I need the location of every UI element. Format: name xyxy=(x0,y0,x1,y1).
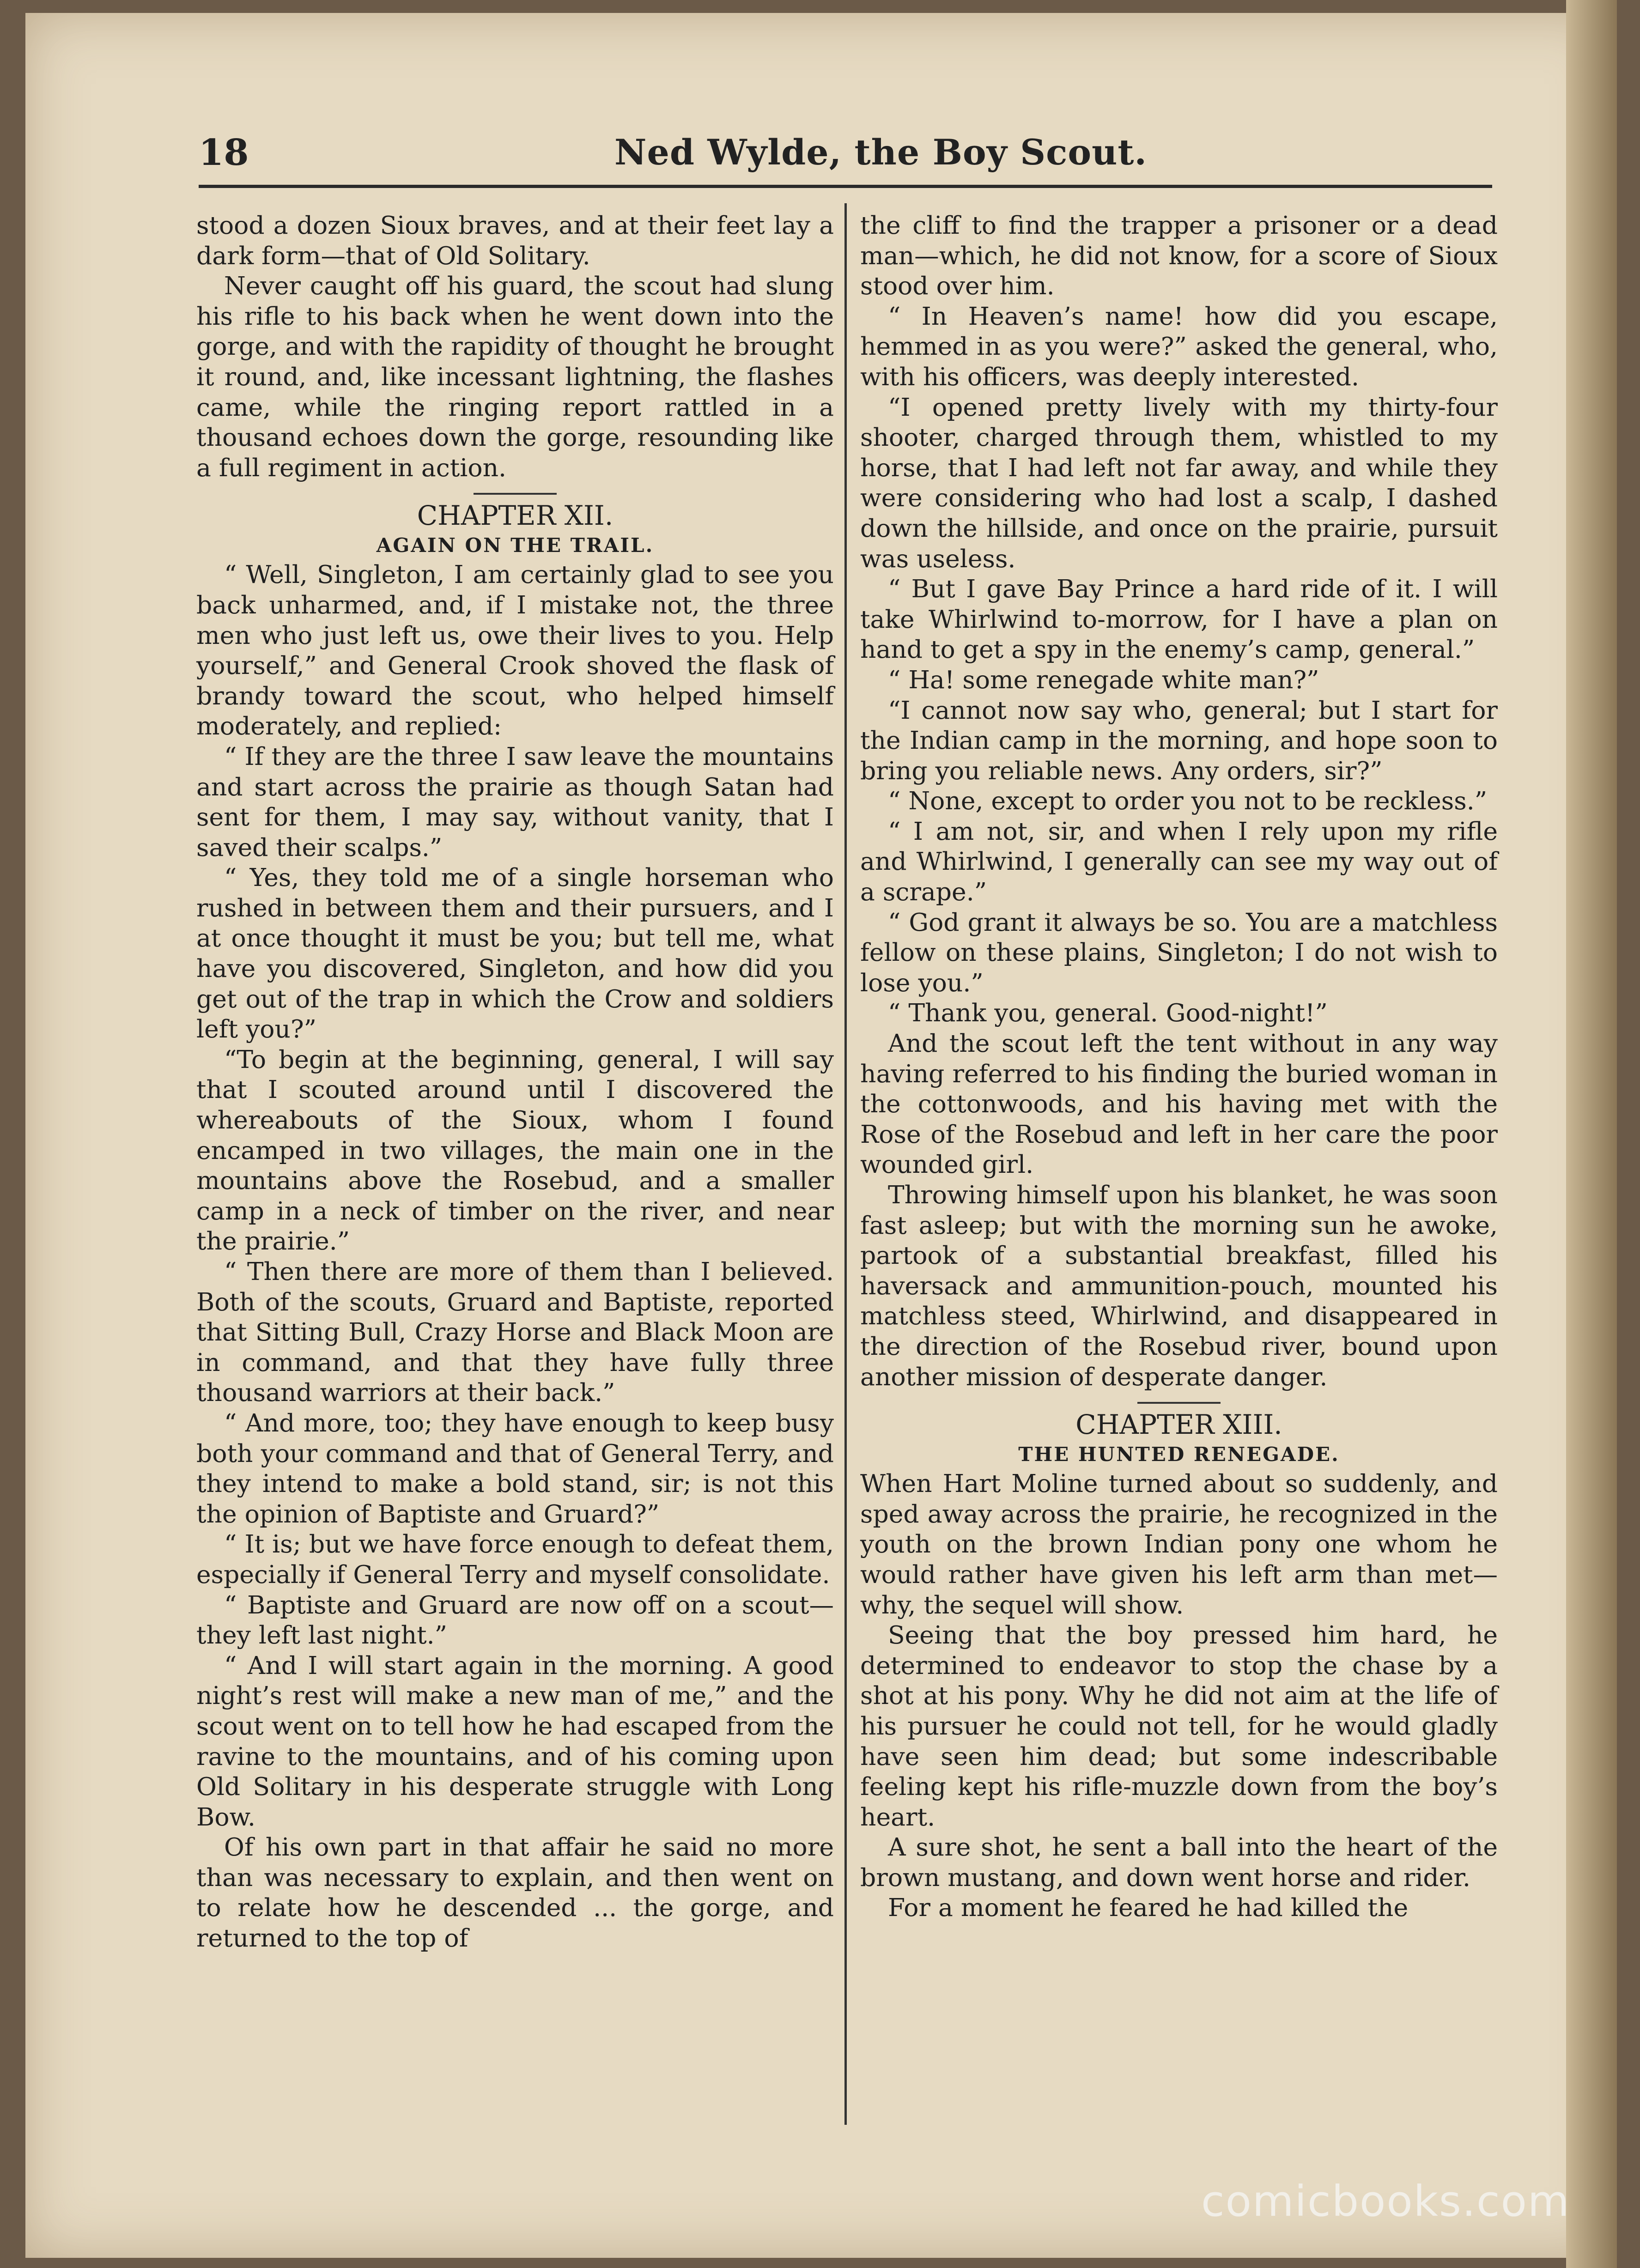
paragraph: “ In Heaven’s name! how did you escape, hemmed in as you were?” asked the general, who, with his officers, was deeply interested. xyxy=(860,301,1498,391)
paragraph: “ I am not, sir, and when I rely upon my rifle and Whirlwind, I generally can see my way out of a scrape.” xyxy=(860,816,1498,907)
paragraph: “ And more, too; they have enough to keep busy both your command and that of General Terry, and they intend to make a bold stand, sir; is not this the opinion of Baptiste and Gruard?” xyxy=(196,1408,834,1528)
running-title: Ned Wylde, the Boy Scout. xyxy=(614,132,1147,173)
paragraph: “ Yes, they told me of a single horseman who rushed in between them and their pursuers, and I at once thought it must be you; but tell me, what have you discovered, Singleton, and how did you get out of the trap in which the Crow and soldiers left you?” xyxy=(196,863,834,1044)
paragraph: “ Thank you, general. Good-night!” xyxy=(888,998,1328,1028)
paragraph: And the scout left the tent without in any way having referred to his finding the buried woman in the cottonwoods, and his having met with the Rose of the Rosebud and left in her care the poor wounded girl. xyxy=(860,1029,1498,1179)
paragraph: Of his own part in that affair he said no more than was necessary to explain, and then went on to relate how he descended ... the gorge, and returned to the top of xyxy=(196,1832,834,1953)
paragraph: “ But I gave Bay Prince a hard ride of it. I will take Whirlwind to-morrow, for I have a plan on hand to get a spy in the enemy’s camp, general.” xyxy=(860,574,1498,664)
chapter-title: CHAPTER XIII. xyxy=(1075,1409,1282,1441)
paragraph: A sure shot, he sent a ball into the heart of the brown mustang, and down went horse and rider. xyxy=(860,1832,1498,1892)
header-rule xyxy=(199,185,1492,188)
paragraph: “ Baptiste and Gruard are now off on a scout—they left last night.” xyxy=(196,1590,834,1650)
paragraph: “I cannot now say who, general; but I start for the Indian camp in the morning, and hope soon to bring you reliable news. Any orders, sir?” xyxy=(860,695,1498,785)
chapter-title: CHAPTER XII. xyxy=(417,500,613,532)
section-rule xyxy=(474,493,557,495)
chapter-subtitle: AGAIN ON THE TRAIL. xyxy=(376,534,654,557)
book-spine xyxy=(1566,0,1617,2268)
paragraph: “ It is; but we have force enough to defeat them, especially if General Terry and myself consolidate. xyxy=(196,1529,834,1589)
paragraph: “ Well, Singleton, I am certainly glad to see you back unharmed, and, if I mistake not, the three men who just left us, owe their lives to you. Help yourself,” and General Crook shoved the flask of brandy toward the scout, who helped himself moderately, and replied: xyxy=(196,560,834,741)
chapter-subtitle: THE HUNTED RENEGADE. xyxy=(1018,1443,1340,1466)
paragraph: “To begin at the beginning, general, I will say that I scouted around until I discovered the whereabouts of the Sioux, whom I found encamped in two villages, the main one in the mountains above the Rosebud, and a smaller camp in a neck of timber on the river, and near the prairie.” xyxy=(196,1044,834,1256)
watermark: comicbooks.com xyxy=(1201,2177,1570,2226)
paragraph: When Hart Moline turned about so suddenly, and sped away across the prairie, he recognized in the youth on the brown Indian pony one whom he would rather have given his left arm than met—why, the sequel will show. xyxy=(860,1469,1498,1619)
page-header xyxy=(199,132,1483,182)
paragraph: Never caught off his guard, the scout had slung his rifle to his back when he went down into the gorge, and with the rapidity of thought he brought it round, and, like incessant lightning, the flashes came, while the ringing report rattled in a thousand echoes down the gorge, resounding like a full regiment in action. xyxy=(196,271,834,482)
paragraph: “ None, except to order you not to be reckless.” xyxy=(888,786,1488,816)
section-rule xyxy=(1137,1402,1221,1404)
paragraph: stood a dozen Sioux braves, and at their feet lay a dark form—that of Old Solitary. xyxy=(196,211,834,270)
column-divider xyxy=(844,203,847,2125)
paragraph: Seeing that the boy pressed him hard, he determined to endeavor to stop the chase by a shot at his pony. Why he did not aim at the life of his pursuer he could not tell, for he would gladly have seen him dead; but some indescribable feeling kept his rifle-muzzle down from the boy’s heart. xyxy=(860,1620,1498,1831)
paragraph: “ God grant it always be so. You are a matchless fellow on these plains, Singleton; I do not wish to lose you.” xyxy=(860,907,1498,997)
left-column xyxy=(196,210,834,1953)
paragraph: “ Then there are more of them than I believed. Both of the scouts, Gruard and Baptiste, reported that Sitting Bull, Crazy Horse and Black Moon are in command, and that they have fully three thousand warriors at their back.” xyxy=(196,1257,834,1407)
paragraph: “ If they are the three I saw leave the mountains and start across the prairie as though Satan had sent for them, I may say, without vanity, that I saved their scalps.” xyxy=(196,741,834,862)
paragraph: the cliff to find the trapper a prisoner or a dead man—which, he did not know, for a score of Sioux stood over him. xyxy=(860,211,1498,301)
paragraph: For a moment he feared he had killed the xyxy=(888,1893,1409,1922)
paragraph: “ And I will start again in the morning. A good night’s rest will make a new man of me,” and the scout went on to tell how he had escaped from the ravine to the mountains, and of his coming upon Old Solitary in his desperate struggle with Long Bow. xyxy=(196,1650,834,1831)
page-number: 18 xyxy=(199,132,249,174)
right-column xyxy=(860,210,1498,1923)
paragraph: “ Ha! some renegade white man?” xyxy=(888,665,1319,694)
paragraph: Throwing himself upon his blanket, he was soon fast asleep; but with the morning sun he awoke, partook of a substantial breakfast, filled his haversack and ammunition-pouch, mounted his matchless steed, Whirlwind, and disappeared in the direction of the Rosebud river, bound upon another mission of desperate danger. xyxy=(860,1180,1498,1391)
paragraph: “I opened pretty lively with my thirty-four shooter, charged through them, whistled to my horse, that I had left not far away, and while they were considering who had lost a scalp, I dashed down the hillside, and once on the prairie, pursuit was useless. xyxy=(860,392,1498,573)
